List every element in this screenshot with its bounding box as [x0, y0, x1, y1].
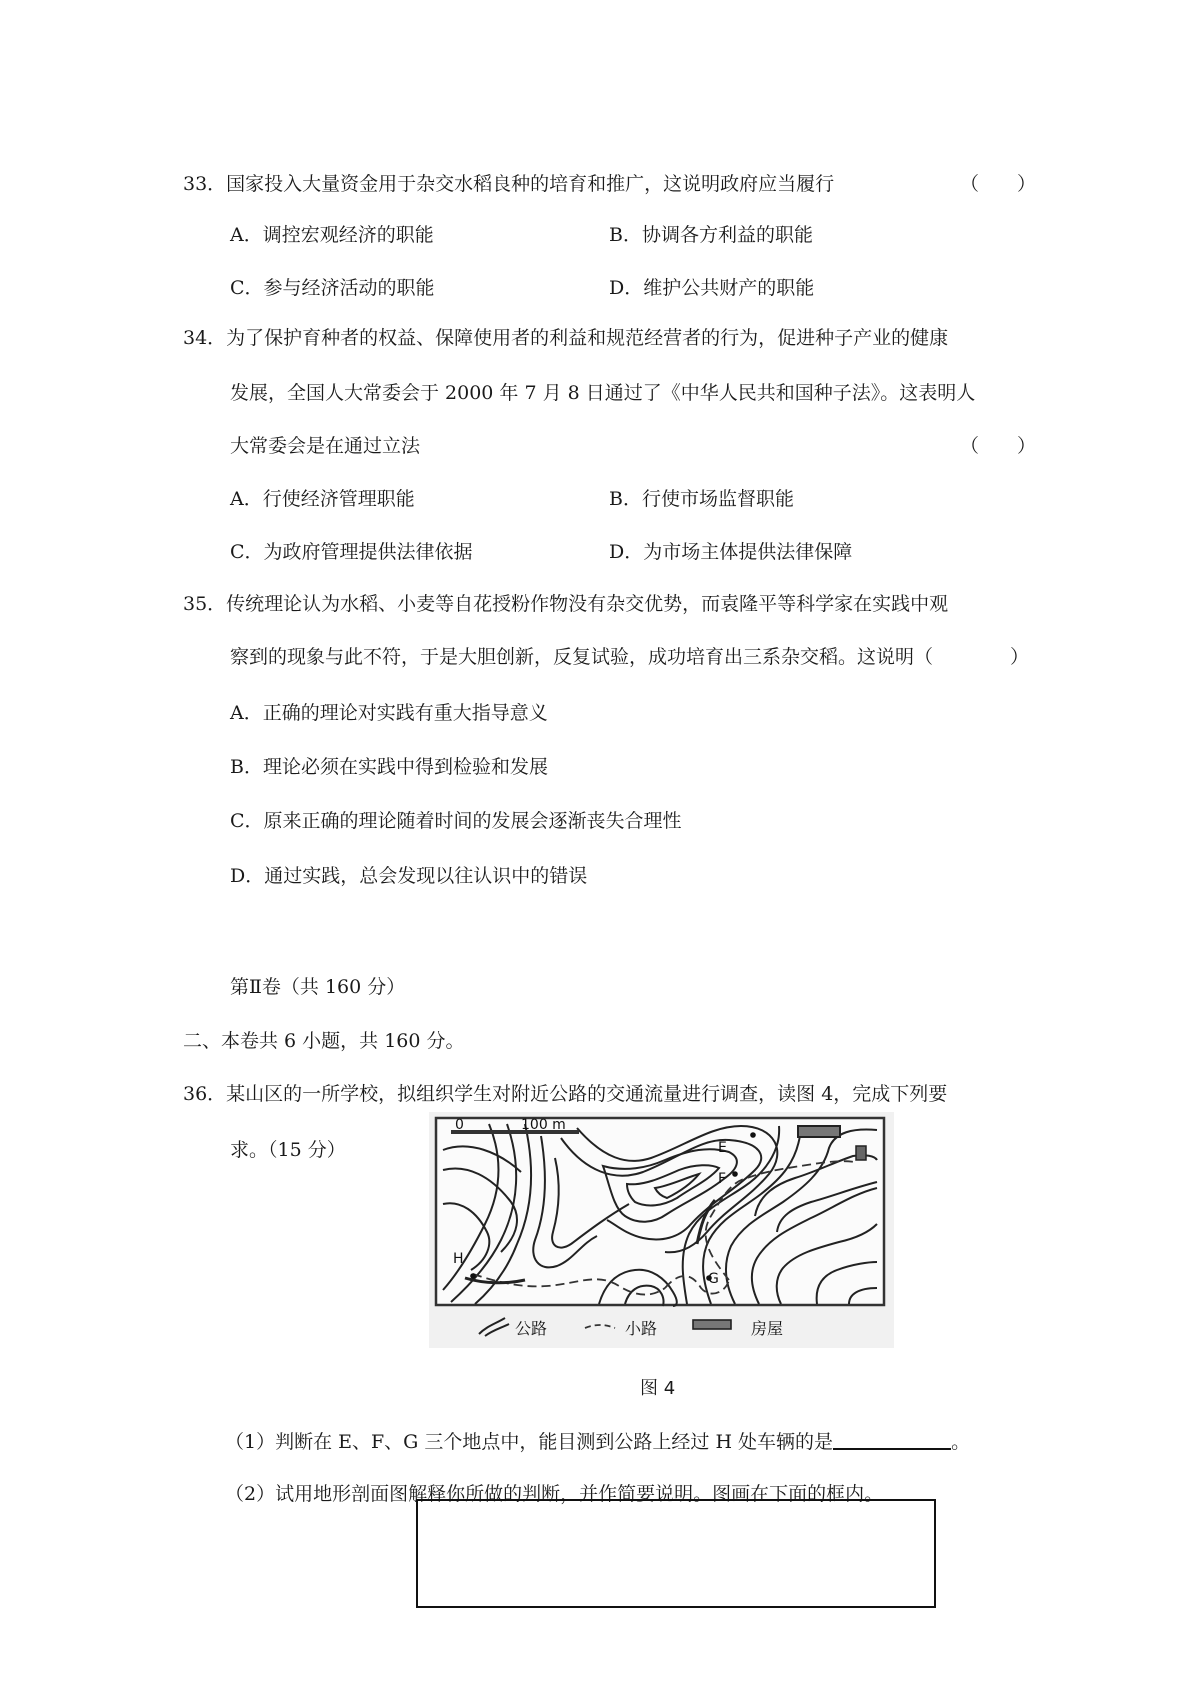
drawing-answer-box[interactable]	[416, 1499, 936, 1608]
scale-zero-label: 0	[455, 1117, 464, 1133]
q33-answer-paren: （ ）	[960, 173, 1037, 195]
q34-option-a: A．行使经济管理职能	[230, 488, 415, 510]
q34-stem-line-2: 发展，全国人大常委会于 2000 年 7 月 8 日通过了《中华人民共和国种子法》。这表明人	[230, 382, 976, 404]
q33-option-a: A．调控宏观经济的职能	[230, 224, 434, 246]
q34-answer-paren: （ ）	[960, 435, 1037, 457]
q35-answer-paren-close: ）	[1010, 646, 1030, 668]
legend-road-label: 公路	[515, 1319, 548, 1338]
q33-option-c: C．参与经济活动的职能	[230, 277, 435, 299]
q35-option-b: B．理论必须在实践中得到检验和发展	[230, 756, 548, 778]
q33-option-b: B．协调各方利益的职能	[609, 224, 813, 246]
q35-option-a: A．正确的理论对实践有重大指导意义	[230, 702, 548, 724]
q33-stem: 33．国家投入大量资金用于杂交水稻良种的培育和推广，这说明政府应当履行	[183, 173, 835, 195]
house-symbol-small	[856, 1146, 866, 1160]
point-f-label: F	[718, 1171, 727, 1187]
point-e-label: E	[718, 1140, 727, 1156]
scale-value-label: 100 m	[521, 1117, 566, 1133]
q36-sub1-end: 。	[951, 1431, 971, 1453]
q36-sub1-answer-blank[interactable]	[833, 1428, 951, 1450]
legend-house-symbol	[693, 1320, 731, 1329]
q35-stem-line-2: 察到的现象与此不符，于是大胆创新，反复试验，成功培育出三系杂交稻。这说明（	[230, 646, 934, 668]
contour-map-figure	[429, 1112, 894, 1348]
legend-path-label: 小路	[625, 1319, 658, 1338]
house-symbol	[798, 1126, 840, 1137]
q35-option-c: C．原来正确的理论随着时间的发展会逐渐丧失合理性	[230, 810, 682, 832]
q34-option-b: B．行使市场监督职能	[609, 488, 794, 510]
volume-title: 第Ⅱ卷（共 160 分）	[230, 976, 406, 998]
q36-stem-line-2: 求。（15 分）	[230, 1139, 346, 1161]
q36-sub1	[225, 1428, 970, 1454]
q33-option-d: D．维护公共财产的职能	[609, 277, 815, 299]
q36-stem-line-1: 36．某山区的一所学校，拟组织学生对附近公路的交通流量进行调查，读图 4，完成下列要	[183, 1083, 948, 1105]
point-g-label: G	[708, 1271, 719, 1287]
point-e-marker	[750, 1132, 756, 1138]
q35-option-d: D．通过实践，总会发现以往认识中的错误	[230, 865, 588, 887]
section-intro: 二、本卷共 6 小题，共 160 分。	[183, 1030, 465, 1052]
legend-house-label: 房屋	[751, 1319, 784, 1338]
q36-sub2-text: （2）试用地形剖面图解释你所做的判断，并作简要说明。图画在下面的框内。	[225, 1483, 884, 1505]
q34-stem-line-3: 大常委会是在通过立法	[230, 435, 421, 457]
q34-option-c: C．为政府管理提供法律依据	[230, 541, 473, 563]
point-h-marker	[470, 1273, 476, 1279]
q34-stem-line-1: 34．为了保护育种者的权益、保障使用者的利益和规范经营者的行为，促进种子产业的健康	[183, 327, 949, 349]
point-h-label: H	[453, 1251, 464, 1267]
q34-option-d: D．为市场主体提供法律保障	[609, 541, 853, 563]
q35-stem-line-1: 35．传统理论认为水稻、小麦等自花授粉作物没有杂交优势，而袁隆平等科学家在实践中观	[183, 593, 949, 615]
figure-caption: 图 4	[640, 1378, 676, 1399]
point-f-marker	[732, 1171, 738, 1177]
q36-sub1-text: （1）判断在 E、F、G 三个地点中，能目测到公路上经过 H 处车辆的是	[225, 1431, 834, 1453]
